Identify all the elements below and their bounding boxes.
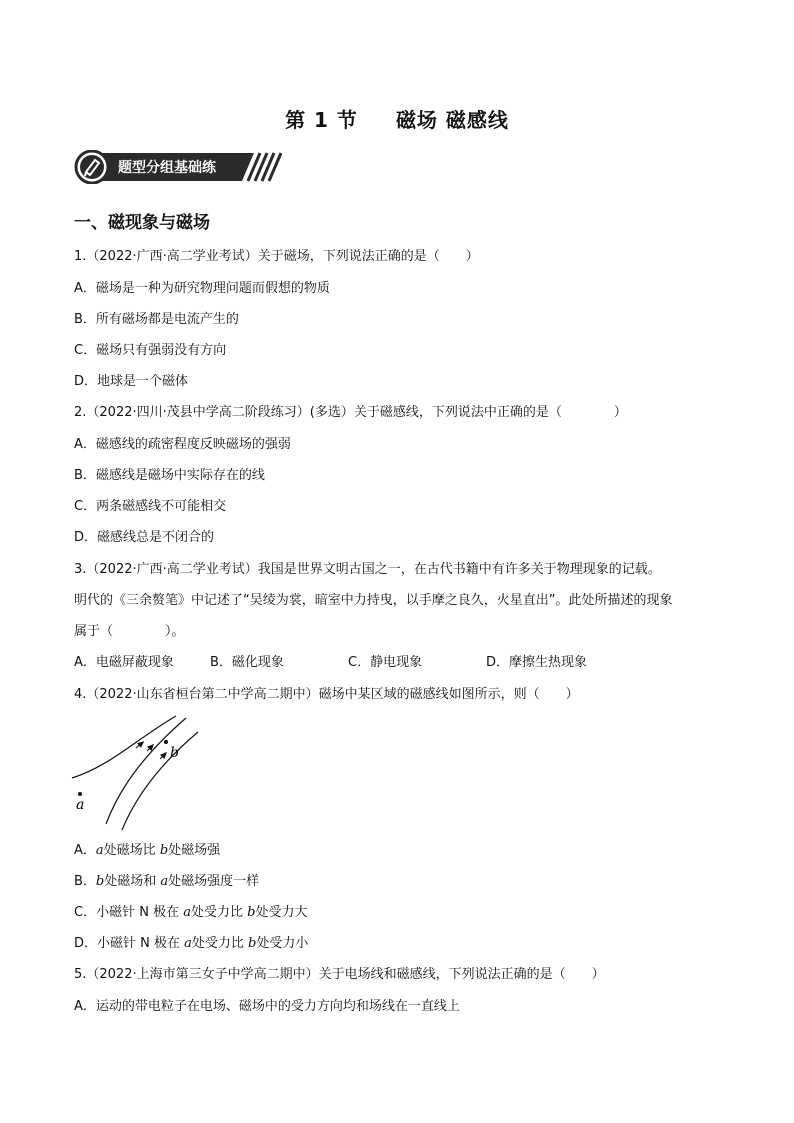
question-1-stem: 1.（2022·广西·高二学业考试）关于磁场，下列说法正确的是（ ） (74, 249, 479, 264)
field-line-3 (122, 732, 198, 830)
question-3-option-b: B．磁化现象 (210, 655, 284, 670)
question-1-option-a: A．磁场是一种为研究物理问题而假想的物质 (74, 281, 330, 296)
question-1-option-c: C．磁场只有强弱没有方向 (74, 343, 227, 358)
question-1-option-b: B．所有磁场都是电流产生的 (74, 312, 239, 327)
question-4-option-c: C．小磁针 N 极在 a处受力比 b处受力大 (74, 905, 308, 920)
point-b-dot (164, 740, 168, 744)
banner-label: 题型分组基础练 (118, 160, 216, 176)
practice-banner (74, 150, 284, 184)
label-b: b (170, 745, 179, 761)
question-1-option-d: D．地球是一个磁体 (74, 374, 189, 389)
question-4-option-d: D．小磁针 N 极在 a处受力比 b处受力小 (74, 936, 309, 951)
question-5-stem: 5.（2022·上海市第三女子中学高二期中）关于电场线和磁感线，下列说法正确的是（ ） (74, 967, 605, 982)
question-3-option-a: A．电磁屏蔽现象 (74, 655, 174, 670)
question-2-option-a: A．磁感线的疏密程度反映磁场的强弱 (74, 437, 291, 452)
question-2-stem: 2.（2022·四川·茂县中学高二阶段练习）(多选）关于磁感线，下列说法中正确的是（ ） (74, 405, 627, 420)
magnetic-field-lines-figure (70, 712, 200, 832)
section-heading: 一、磁现象与磁场 (74, 213, 210, 233)
arrow-line-2 (147, 746, 152, 751)
section-number: 第 1 节 (285, 108, 358, 132)
question-4-option-b: B．b处磁场和 a处磁场强度一样 (74, 874, 260, 889)
question-5-option-a: A．运动的带电粒子在电场、磁场中的受力方向均和场线在一直线上 (74, 999, 460, 1014)
question-3-options (74, 654, 587, 672)
field-line-2 (106, 718, 186, 824)
page-title (0, 104, 794, 133)
question-3-option-c: C．静电现象 (348, 655, 423, 670)
question-3-stem-line3: 属于（ ）。 (74, 624, 185, 639)
point-a-dot (78, 792, 82, 796)
question-3-option-d: D．摩擦生热现象 (486, 655, 588, 670)
question-4-stem: 4.（2022·山东省桓台第二中学高二期中）磁场中某区域的磁感线如图所示，则（ ） (74, 687, 579, 702)
section-topic: 磁场 磁感线 (395, 108, 509, 132)
label-a: a (76, 797, 85, 813)
question-2-option-c: C．两条磁感线不可能相交 (74, 499, 227, 514)
arrow-line-3 (160, 754, 165, 759)
banner-graphic (74, 150, 284, 184)
question-2-option-d: D．磁感线总是不闭合的 (74, 530, 215, 545)
question-3-stem-line2: 明代的《三余赘笔》中记述了“吴绫为裳，暗室中力持曳，以手摩之良久，火星直出”。此处所描述的现象 (74, 593, 673, 608)
question-3-stem-line1: 3.（2022·广西·高二学业考试）我国是世界文明古国之一，在古代书籍中有许多关于物理现象的记载。 (74, 562, 661, 577)
question-4-option-a: A．a处磁场比 b处磁场强 (74, 843, 221, 858)
question-2-option-b: B．磁感线是磁场中实际存在的线 (74, 468, 265, 483)
arrow-line-1 (136, 743, 142, 748)
